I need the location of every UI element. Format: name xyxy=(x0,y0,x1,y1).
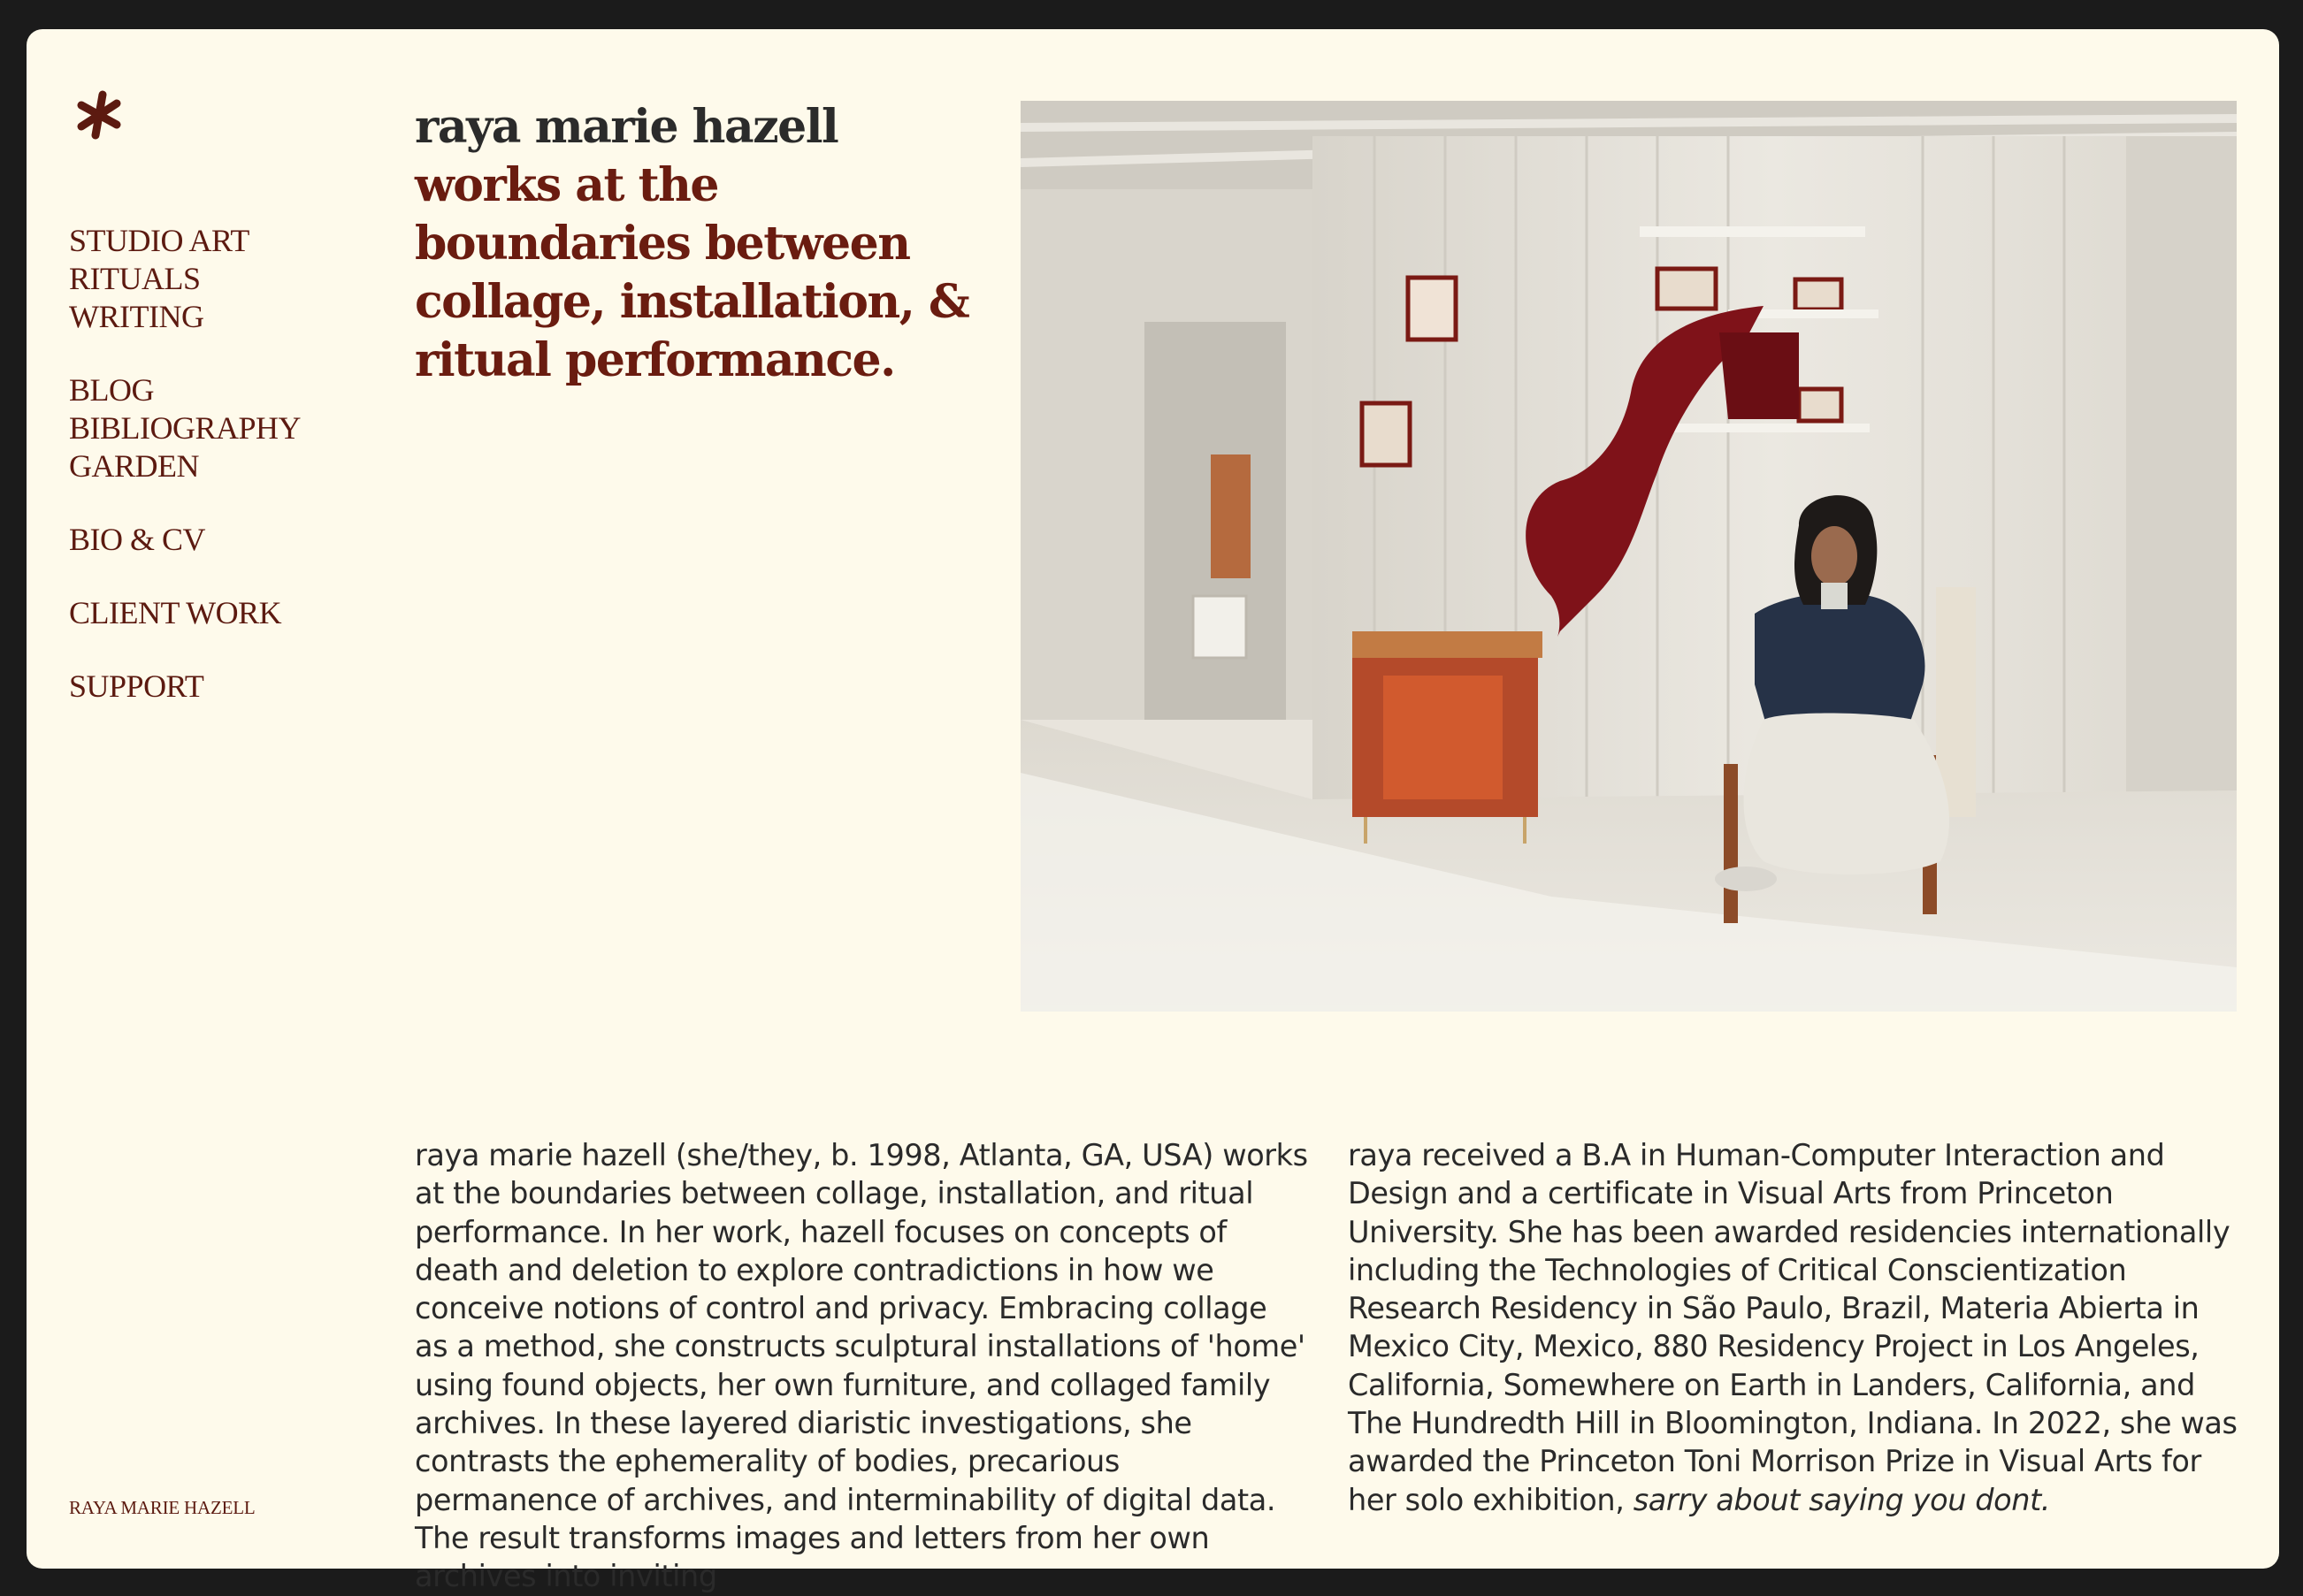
nav-group-support xyxy=(69,668,301,706)
nav-support[interactable]: SUPPORT xyxy=(69,668,204,704)
nav-group-bio xyxy=(69,521,301,559)
nav-group-client xyxy=(69,594,301,632)
asterisk-icon[interactable] xyxy=(69,84,131,146)
nav-blog[interactable]: BLOG xyxy=(69,372,154,408)
bio-paragraph-1: raya marie hazell (she/they, b. 1998, Atlanta, GA, USA) works at the boundaries between collage, installation, and ritual performance. In her work, hazell focuses on concepts of death and deletion to explore contradictions in how we conceive notions of control and privacy. Embracing collage as a method, she constructs sculptural installations of 'home' using found objects, her own furniture, and collaged family archives. In these layered diaristic investigations, she contrasts the ephemerality of bodies, precarious permanence of archives, and interminability of digital data. The result transforms images and letters from her own archives into inviting xyxy=(415,1138,1308,1594)
exhibition-title: sarry about saying you dont. xyxy=(1633,1482,2051,1517)
main-nav xyxy=(69,222,301,741)
page xyxy=(27,29,2279,1594)
nav-group-work xyxy=(69,222,301,336)
nav-writing[interactable]: WRITING xyxy=(69,299,204,334)
headline-tagline: works at the boundaries between collage, installation, & ritual performance. xyxy=(415,158,969,387)
nav-rituals[interactable]: RITUALS xyxy=(69,261,201,296)
bio-paragraph-2-text: raya received a B.A in Human-Computer Interaction and Design and a certificate in Visual Arts from Princeton University. She has been awarded residencies internationally including the Technologies of Critical Conscientization Research Residency in São Paulo, Brazil, Materia Abierta in Mexico City, Mexico, 880 Residency Project in Los Angeles, California, Somewhere on Earth in Landers, California, and The Hundredth Hill in Bloomington, Indiana. In 2022, she was awarded the Princeton Toni Morrison Prize in Visual Arts for her solo exhibition, xyxy=(1348,1138,2238,1517)
nav-bibliography[interactable]: BIBLIOGRAPHY xyxy=(69,410,302,446)
nav-client-work[interactable]: CLIENT WORK xyxy=(69,595,282,630)
bio-paragraph-2 xyxy=(1348,1136,2250,1519)
footer-site-name[interactable]: RAYA MARIE HAZELL xyxy=(69,1497,256,1518)
headline-name: raya marie hazell xyxy=(415,100,838,154)
nav-garden[interactable]: GARDEN xyxy=(69,448,199,484)
nav-studio-art[interactable]: STUDIO ART xyxy=(69,223,249,258)
artist-portrait-photo xyxy=(1021,101,2237,1012)
page-headline xyxy=(415,98,998,390)
nav-bio-cv[interactable]: BIO & CV xyxy=(69,522,206,557)
nav-group-reading xyxy=(69,371,301,485)
